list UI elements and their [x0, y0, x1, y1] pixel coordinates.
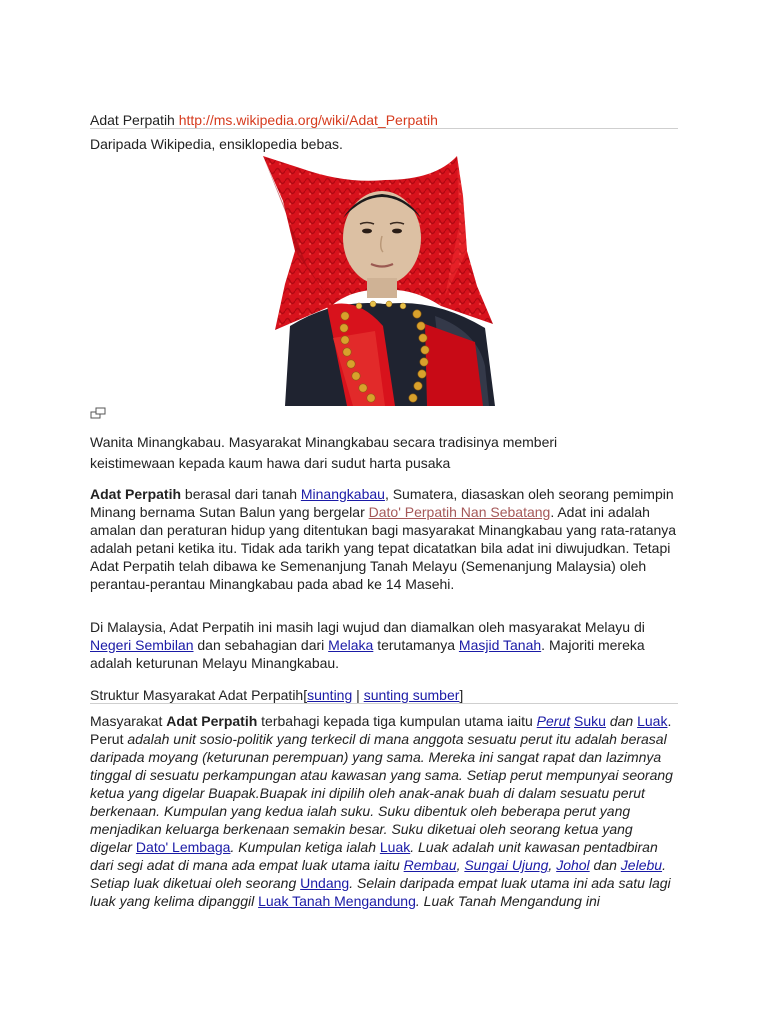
bold-term: Adat Perpatih	[90, 486, 182, 502]
title-text: Adat Perpatih	[90, 112, 175, 128]
paragraph-origin	[90, 485, 678, 593]
separator: |	[352, 687, 364, 703]
text-span: . Perut	[90, 713, 672, 747]
text-span: terbahagi kepada tiga kumpulan utama iaitu	[257, 713, 537, 729]
link-dato-perpatih[interactable]: Dato' Perpatih Nan Sebatang	[368, 504, 551, 520]
bracket: ]	[459, 687, 464, 703]
bold-term: Adat Perpatih	[166, 713, 258, 729]
section-heading	[90, 686, 463, 704]
link-perut[interactable]: Perut	[536, 713, 571, 729]
link-luak[interactable]: Luak	[637, 713, 668, 729]
portrait-image[interactable]	[245, 156, 523, 406]
text-span: Di Malaysia, Adat Perpatih ini masih lagi wujud dan diamalkan oleh masyarakat Melayu di	[90, 619, 645, 635]
italic-text: ,	[548, 857, 557, 873]
link-suku[interactable]: Suku	[574, 713, 606, 729]
section-title: Struktur Masyarakat Adat Perpatih	[90, 687, 304, 703]
italic-text: dan	[589, 857, 621, 873]
source-url-link[interactable]: http://ms.wikipedia.org/wiki/Adat_Perpatih	[178, 112, 438, 128]
italic-text: . Luak adalah unit kawasan pentadbiran dari segi adat di mana ada empat luak utama iaitu	[90, 839, 658, 873]
text-span: , Sumatera, diasaskan oleh seorang pemimpin Minang bernama Sutan Balun yang bergelar	[90, 486, 674, 520]
caption-line-1: Wanita Minangkabau. Masyarakat Minangkabau secara tradisinya memberi	[90, 434, 558, 450]
caption-line-2: keistimewaan kepada kaum hawa dari sudut harta pusaka	[90, 455, 451, 471]
text-span: Masyarakat	[90, 713, 167, 729]
italic-text: . Kumpulan ketiga ialah	[230, 839, 380, 855]
link-johol[interactable]: Johol	[556, 857, 590, 873]
paragraph-malaysia	[90, 618, 678, 672]
image-caption	[90, 432, 678, 474]
edit-source-link[interactable]: sunting sumber	[363, 687, 460, 703]
link-melaka[interactable]: Melaka	[328, 637, 374, 653]
italic-text: adalah unit sosio-politik yang terkecil di mana anggota sesuatu perut itu adalah berasal daripada moyang (keturunan perempuan) yang sama. Mereka ini sangat rapat dan lazimnya tinggal di sesuatu perkampungan atau kawasan yang sama. Setiap perut mempunyai seorang ketua yang digelar Buapak.Buapak ini dipilih oleh anak-anak buah di dalam sesuatu perut berkenaan. Kumpulan yang kedua ialah suku. Suku dibentuk oleh beberapa perut yang menjadikan keluarga berkenaan semakin besar. Suku diketuai oleh seorang ketua yang digelar	[90, 731, 673, 855]
edit-link[interactable]: sunting	[307, 687, 353, 703]
title-rule	[90, 128, 678, 129]
italic-text: ,	[456, 857, 465, 873]
text-span: . Majoriti mereka adalah keturunan Melayu Minangkabau.	[90, 637, 645, 671]
link-dato-lembaga[interactable]: Dato' Lembaga	[135, 839, 231, 855]
italic-text: . Setiap luak diketuai oleh seorang	[90, 857, 666, 891]
link-rembau[interactable]: Rembau	[403, 857, 457, 873]
italic-text: . Luak Tanah Mengandung ini	[415, 893, 600, 909]
bracket: [	[303, 687, 308, 703]
link-minangkabau[interactable]: Minangkabau	[300, 486, 385, 502]
source-line: Daripada Wikipedia, ensiklopedia bebas.	[90, 136, 343, 152]
link-luak-2[interactable]: Luak	[379, 839, 411, 855]
link-masjid-tanah[interactable]: Masjid Tanah	[458, 637, 542, 653]
paragraph-structure	[90, 712, 678, 910]
link-sungai-ujung[interactable]: Sungai Ujung	[464, 857, 549, 873]
link-luak-tanah-mengandung[interactable]: Luak Tanah Mengandung	[258, 893, 416, 909]
section-rule	[90, 703, 678, 704]
text-span: berasal dari tanah	[181, 486, 301, 502]
enlarge-icon[interactable]	[90, 407, 106, 419]
link-negeri-sembilan[interactable]: Negeri Sembilan	[90, 637, 194, 653]
link-undang[interactable]: Undang	[300, 875, 350, 891]
text-span: dan sebahagian dari	[193, 637, 329, 653]
text-span: dan	[605, 713, 638, 729]
italic-text: . Selain daripada empat luak utama ini ada satu lagi luak yang kelima dipanggil	[90, 875, 671, 909]
text-span: . Adat ini adalah amalan dan peraturan hidup yang ditentukan bagi masyarakat Minangkabau yang rata-ratanya adalah petani ketika itu. Tidak ada tarikh yang tepat dicatatkan bila adat ini diwujudkan. Tetapi Adat Perpatih telah dibawa ke Semenanjung Tanah Melayu (Semenanjung Malaysia) oleh perantau-perantau Minangkabau pada abad ke 14 Masehi.	[90, 504, 677, 592]
text-span: terutamanya	[373, 637, 459, 653]
page-title	[90, 111, 438, 129]
link-jelebu[interactable]: Jelebu	[620, 857, 663, 873]
